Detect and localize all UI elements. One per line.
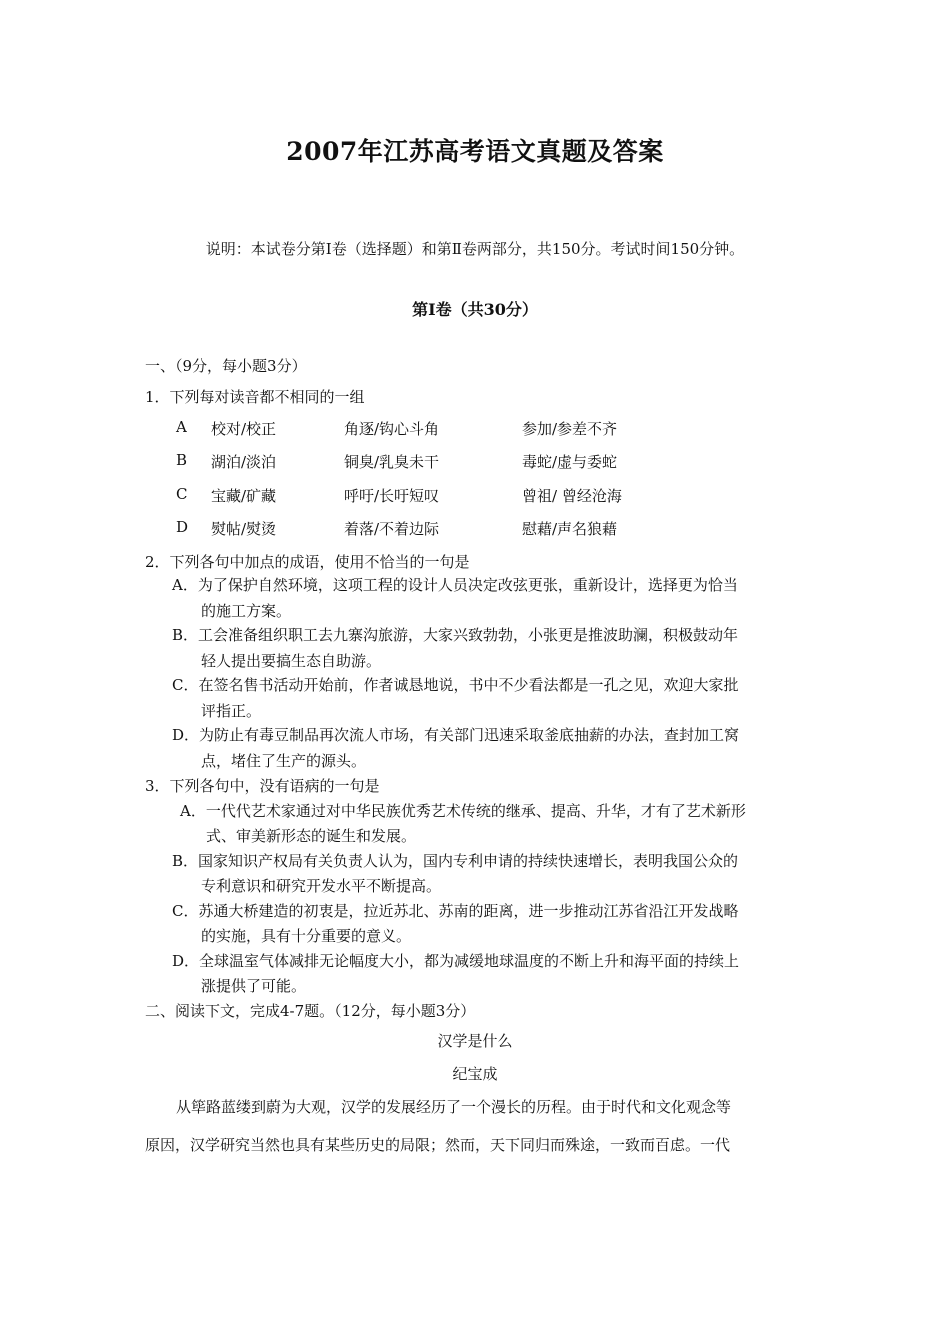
- exam-description: 说明：本试卷分第Ⅰ卷（选择题）和第Ⅱ卷两部分，共150分。考试时间150分钟。: [205, 240, 745, 258]
- q3-option-a-line2: 式、审美新形态的诞生和发展。: [206, 827, 417, 845]
- q3-option-d-line1: D．全球温室气体减排无论幅度大小，都为减缓地球温度的不断上升和海平面的持续上: [172, 952, 740, 970]
- q2-option-c-line1: C．在签名售书活动开始前，作者诚恳地说，书中不少看法都是一孔之见，欢迎大家批: [172, 676, 739, 694]
- option-pair-1: 熨帖/熨烫: [211, 520, 277, 538]
- option-pair-2: 呼吁/长吁短叹: [344, 487, 440, 505]
- option-pair-2: 铜臭/乳臭未干: [344, 453, 440, 471]
- q3-option-c-line2: 的实施，具有十分重要的意义。: [201, 927, 412, 945]
- article-title: 汉学是什么: [437, 1032, 513, 1050]
- article-paragraph-line1: 从筚路蓝缕到蔚为大观，汉学的发展经历了一个漫长的历程。由于时代和文化观念等: [176, 1098, 732, 1116]
- q2-option-d-line2: 点，堵住了生产的源头。: [201, 752, 367, 770]
- q2-option-a-line2: 的施工方案。: [201, 602, 292, 620]
- option-letter: C: [176, 485, 188, 503]
- q2-option-d-line1: D．为防止有毒豆制品再次流人市场，有关部门迅速采取釜底抽薪的办法，查封加工窝: [172, 726, 740, 744]
- q2-option-c-line2: 评指正。: [201, 702, 262, 720]
- q3-option-b-line1: B．国家知识产权局有关负责人认为，国内专利申请的持续快速增长，表明我国公众的: [172, 852, 739, 870]
- q3-option-a-line1: A．一代代艺术家通过对中华民族优秀艺术传统的继承、提高、升华，才有了艺术新形: [180, 802, 746, 820]
- question-3-stem: 3．下列各句中，没有语病的一句是: [145, 777, 380, 795]
- part1-heading: 第Ⅰ卷（共30分）: [412, 300, 538, 319]
- article-paragraph-line2: 原因，汉学研究当然也具有某些历史的局限；然而，天下同归而殊途，一致而百虑。一代: [145, 1136, 731, 1154]
- article-author: 纪宝成: [452, 1065, 498, 1083]
- page-title: 2007年江苏高考语文真题及答案: [286, 137, 664, 166]
- option-pair-3: 曾祖/ 曾经沧海: [522, 487, 622, 505]
- q2-option-b-line1: B．工会准备组织职工去九寨沟旅游，大家兴致勃勃，小张更是推波助澜，积极鼓动年: [172, 626, 739, 644]
- question-1-stem: 1．下列每对读音都不相同的一组: [145, 388, 365, 406]
- option-pair-2: 角逐/钩心斗角: [344, 420, 440, 438]
- question-2-stem: 2．下列各句中加点的成语，使用不恰当的一句是: [145, 553, 470, 571]
- q2-option-a-line1: A．为了保护自然环境，这项工程的设计人员决定改弦更张，重新设计，选择更为恰当: [172, 576, 738, 594]
- q3-option-d-line2: 涨提供了可能。: [201, 977, 307, 995]
- option-pair-3: 毒蛇/虚与委蛇: [522, 453, 618, 471]
- q3-option-b-line2: 专利意识和研究开发水平不断提高。: [201, 877, 442, 895]
- option-pair-1: 校对/校正: [211, 420, 277, 438]
- q2-option-b-line2: 轻人提出要搞生态自助游。: [201, 652, 382, 670]
- option-pair-1: 宝藏/矿藏: [211, 487, 277, 505]
- option-letter: A: [176, 418, 187, 436]
- q3-option-c-line1: C．苏通大桥建造的初衷是，拉近苏北、苏南的距离，进一步推动江苏省沿江开发战略: [172, 902, 739, 920]
- option-pair-1: 湖泊/淡泊: [211, 453, 277, 471]
- option-letter: B: [176, 451, 188, 469]
- option-letter: D: [176, 518, 189, 536]
- option-pair-3: 慰藉/声名狼藉: [522, 520, 618, 538]
- section1-heading: 一、（9分，每小题3分）: [145, 357, 307, 375]
- option-pair-3: 参加/参差不齐: [522, 420, 618, 438]
- option-pair-2: 着落/不着边际: [344, 520, 440, 538]
- section2-heading: 二、阅读下文，完成4-7题。（12分，每小题3分）: [145, 1002, 476, 1020]
